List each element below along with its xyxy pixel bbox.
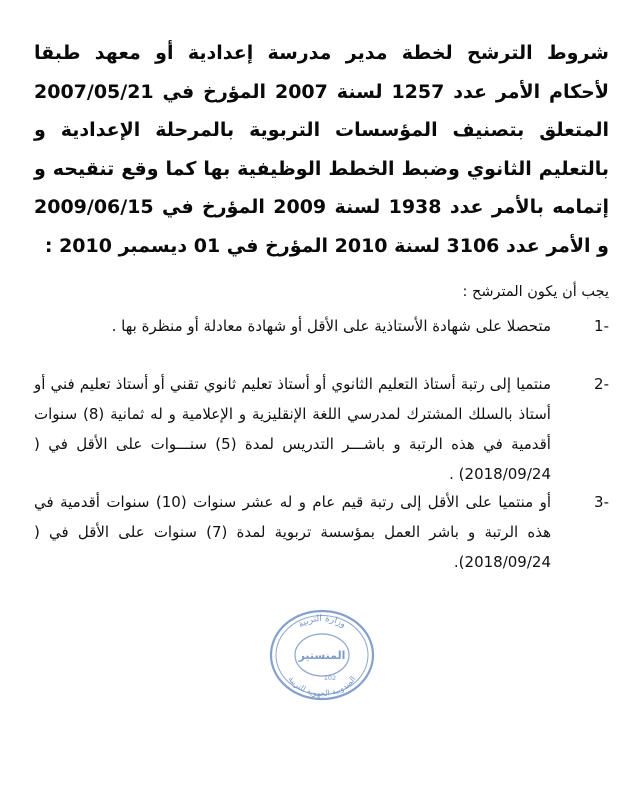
stamp-bottom-text: المندوبية الجهوية للتربية — [286, 674, 358, 699]
document-title: شروط الترشح لخطة مدير مدرسة إعدادية أو معهد طبقا لأحكام الأمر عدد 1257 لسنة 2007 المؤرخ في 2007/05/21 المتعلق بتصنيف المؤسسات التربوية بالمرحلة الإعدادية و بالتعليم الثانوي وضبط الخطط الوظيفية بها كما وقع تنقيحه و إتمامه بالأمر عدد 1938 لسنة 2009 المؤرخ في 2009/06/15 و الأمر عدد 3106 لسنة 2010 المؤرخ في 01 ديسمبر 2010 : — [34, 42, 610, 257]
condition-text: منتميا إلى رتبة أستاذ التعليم الثانوي أو أستاذ تعليم ثانوي تقني أو أستاذ تعليم فني أو أستاذ بالسلك المشترك لمدرسي اللغة الإنقليزية و الإعلامية و له ثمانية (8) سنوات أقدمية في هذه الرتبة و باشـــر التدريس لمدة (5) سنـــوات على الأقل في ( 2018/09/24) . — [34, 375, 551, 483]
stamp-center-text: المنستير — [298, 649, 346, 662]
official-stamp — [268, 607, 376, 701]
condition-item — [34, 487, 609, 577]
svg-text:وزارة التربية — [297, 614, 348, 630]
condition-number: -3 — [594, 493, 609, 511]
stamp-number: 102 — [323, 674, 337, 682]
condition-number: -1 — [594, 317, 609, 335]
condition-number: -2 — [594, 375, 609, 393]
conditions-intro: يجب أن يكون المترشح : — [462, 284, 609, 300]
condition-text: أو منتميا على الأقل إلى رتبة قيم عام و له عشر سنوات (10) سنوات أقدمية في هذه الرتبة و باشر العمل بمؤسسة تربوية لمدة (7) سنوات على الأقل في ( 2018/09/24). — [34, 493, 552, 571]
stamp-top-text: وزارة التربية — [296, 613, 348, 631]
condition-item — [34, 369, 609, 489]
condition-item — [34, 311, 609, 341]
condition-text: متحصلا على شهادة الأستاذية على الأقل أو شهادة معادلة أو منظرة بها . — [111, 317, 551, 335]
